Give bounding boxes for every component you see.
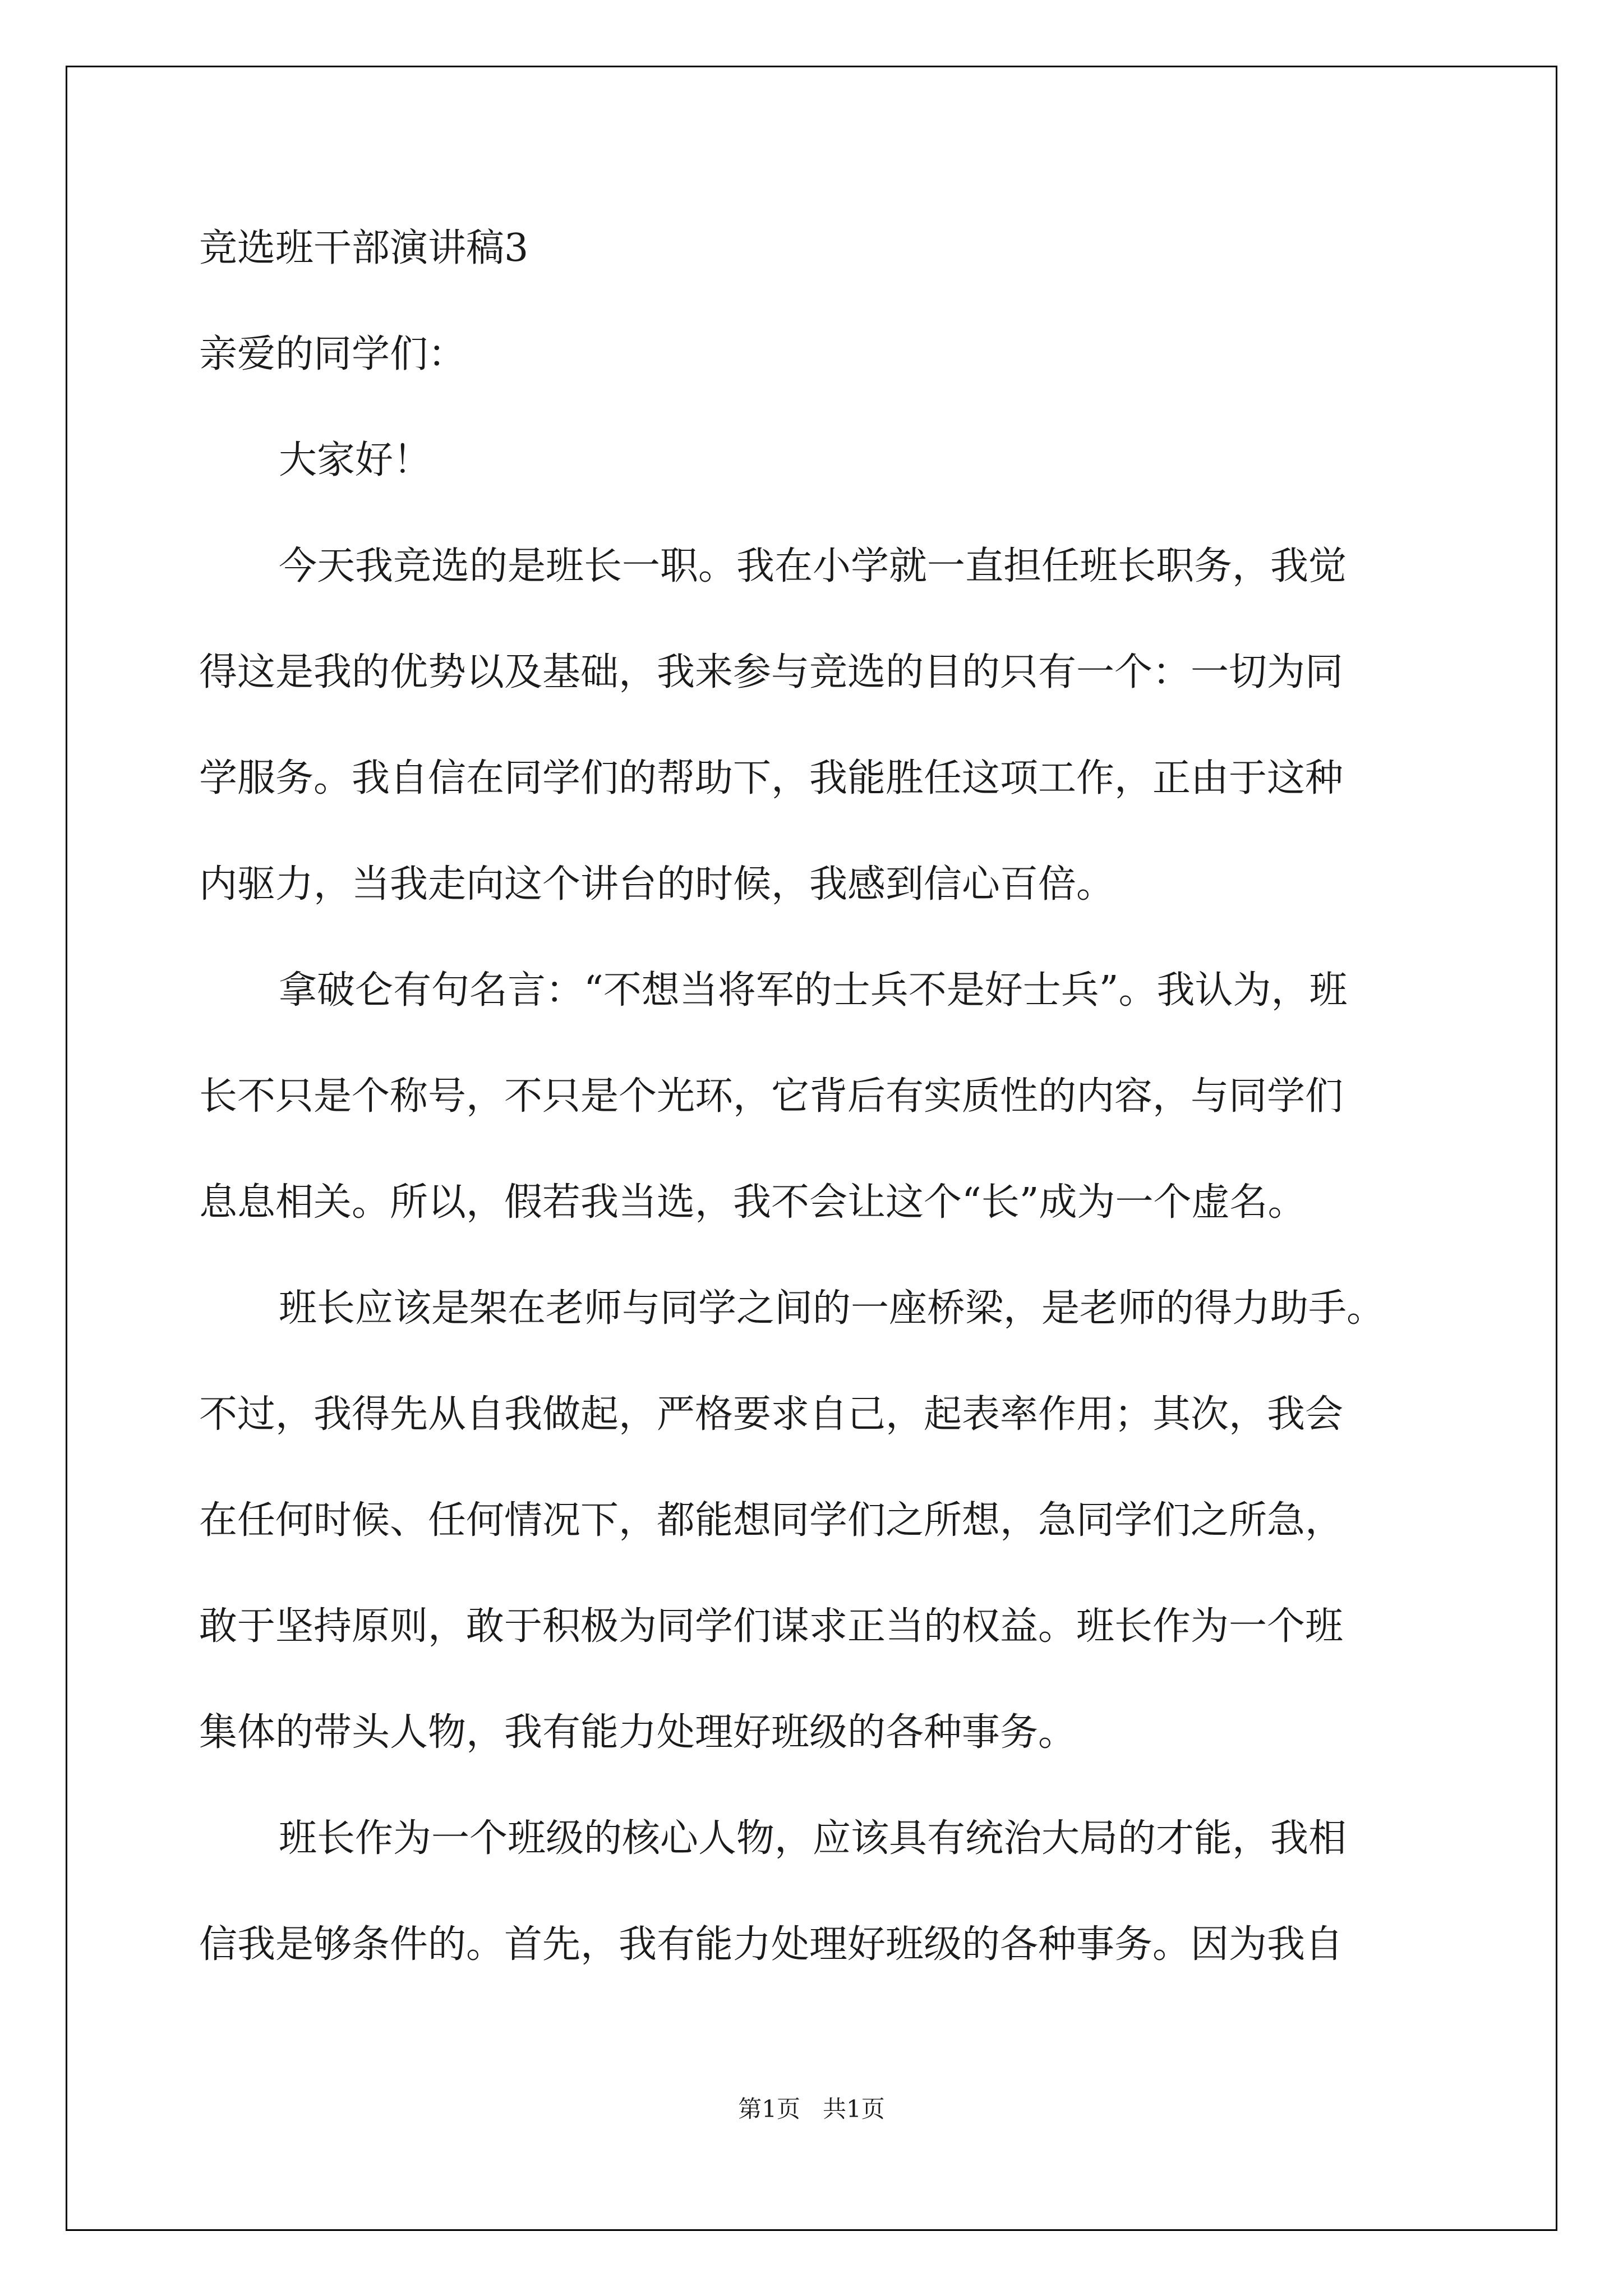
text-line: 在任何时候、任何情况下，都能想同学们之所想，急同学们之所急，	[199, 1498, 1344, 1543]
text-line: 今天我竞选的是班长一职。我在小学就一直担任班长职务，我觉	[279, 544, 1347, 588]
page-number-footer: 第1页 共1页	[738, 2095, 885, 2123]
greeting: 大家好！	[279, 438, 432, 482]
text-line: 得这是我的优势以及基础，我来参与竞选的目的只有一个：一切为同	[199, 650, 1344, 694]
text-line: 班长作为一个班级的核心人物，应该具有统治大局的才能，我相	[279, 1816, 1347, 1861]
text-line: 学服务。我自信在同学们的帮助下，我能胜任这项工作，正由于这种	[199, 756, 1344, 800]
text-line: 息息相关。所以，假若我当选，我不会让这个“长”成为一个虚名。	[199, 1180, 1306, 1225]
document-body	[199, 222, 1467, 2024]
salutation: 亲爱的同学们：	[199, 332, 467, 376]
document-title: 竞选班干部演讲稿3	[199, 226, 529, 270]
text-line: 内驱力，当我走向这个讲台的时候，我感到信心百倍。	[199, 862, 1115, 907]
text-line: 敢于坚持原则，敢于积极为同学们谋求正当的权益。班长作为一个班	[199, 1604, 1344, 1649]
text-line: 拿破仑有句名言：“不想当将军的士兵不是好士兵”。我认为，班	[279, 968, 1348, 1013]
text-line: 不过，我得先从自我做起，严格要求自己，起表率作用；其次，我会	[199, 1392, 1344, 1437]
text-line: 班长应该是架在老师与同学之间的一座桥梁，是老师的得力助手。	[279, 1286, 1385, 1331]
text-line: 长不只是个称号，不只是个光环，它背后有实质性的内容，与同学们	[199, 1074, 1344, 1119]
text-line: 信我是够条件的。首先，我有能力处理好班级的各种事务。因为我自	[199, 1922, 1344, 1967]
text-line: 集体的带头人物，我有能力处理好班级的各种事务。	[199, 1710, 1077, 1755]
